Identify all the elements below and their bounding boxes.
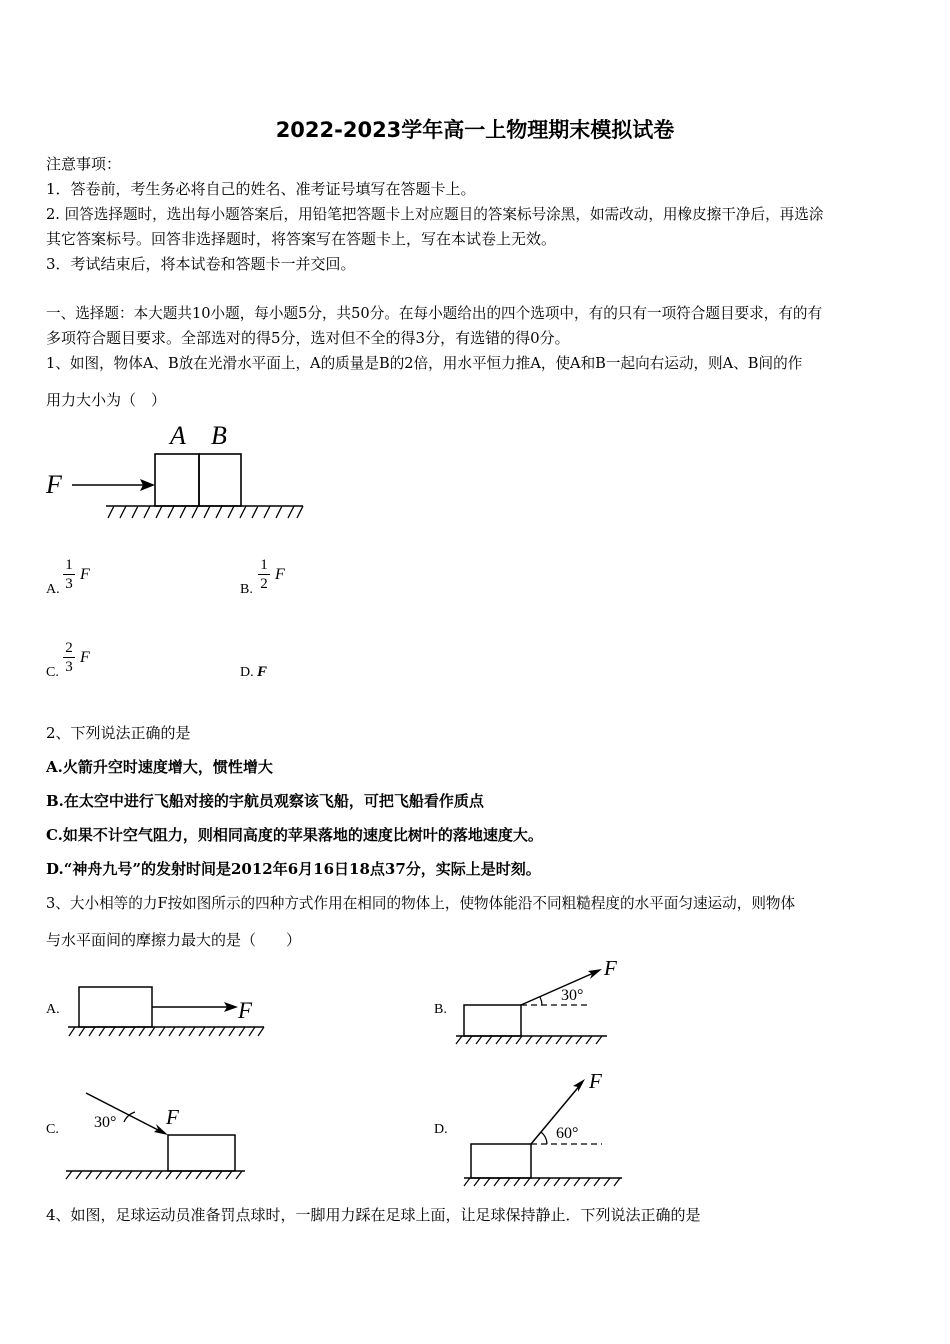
page-title: 2022-2023学年高一上物理期末模拟试卷 <box>275 118 675 142</box>
q1-option-b-fraction: 1 2 <box>258 556 270 593</box>
q3b-angle-label: 30° <box>561 987 584 1004</box>
q2-option-d: D.“神舟九号”的发射时间是2012年6月16日18点37分，实际上是时刻。 <box>46 860 541 878</box>
q3-option-a-label: A. <box>46 1002 60 1017</box>
q3a-force-label: F <box>238 998 253 1023</box>
q3c-ground-hatch <box>66 1171 242 1179</box>
q3d-angle-arc <box>541 1132 547 1144</box>
q1-option-b-var: F <box>275 566 285 583</box>
section1-intro: 一、选择题：本大题共10小题，每小题5分，共50分。在每小题给出的四个选项中，有的只有一项符合题目要求，有的有 <box>46 305 823 322</box>
notice-item-1: 1．答卷前，考生务必将自己的姓名、准考证号填写在答题卡上。 <box>46 180 476 198</box>
q1-block-a <box>155 454 199 506</box>
q1-option-a-fraction: 1 3 <box>63 556 75 593</box>
q1-label-a: A <box>170 421 186 450</box>
q1-force-label: F <box>46 470 62 499</box>
q3-option-c-label: C. <box>46 1122 59 1137</box>
q1-option-b-label: B. <box>240 582 253 597</box>
q3-option-b-label: B. <box>434 1002 447 1017</box>
q3-figure-d <box>460 1068 630 1188</box>
q3c-force-label: F <box>166 1105 179 1129</box>
q1-option-d-var: F <box>257 664 268 680</box>
q1-stem-cont: 用力大小为（ ） <box>46 391 167 409</box>
q3a-block <box>79 987 152 1027</box>
section1-intro-cont: 多项符合题目要求。全部选对的得5分，选对但不全的得3分，有选错的得0分。 <box>46 329 570 347</box>
notice-item-3: 3．考试结束后，将本试卷和答题卡一并交回。 <box>46 255 356 273</box>
q3c-block <box>168 1135 235 1171</box>
q2-option-c: C.如果不计空气阻力，则相同高度的苹果落地的速度比树叶的落地速度大。 <box>46 826 543 844</box>
q3b-force-label: F <box>604 956 617 980</box>
q3-stem: 3、大小相等的力F按如图所示的四种方式作用在相同的物体上，使物体能沿不同粗糙程度的水平面匀速运动，则物体 <box>46 895 796 912</box>
q2-option-a: A.火箭升空时速度增大，惯性增大 <box>46 758 273 776</box>
notice-heading: 注意事项： <box>46 155 122 173</box>
q1-option-a-var: F <box>80 566 90 583</box>
q1-stem: 1、如图，物体A、B放在光滑水平面上，A的质量是B的2倍，用水平恒力推A，使A和B一起向右运动，则A、B间的作 <box>46 355 803 372</box>
q1-block-b <box>199 454 241 506</box>
q1-option-a-label: A. <box>46 582 60 597</box>
q3d-arrowhead <box>573 1079 585 1092</box>
notice-item-2-cont: 其它答案标号。回答非选择题时，将答案写在答题卡上，写在本试卷上无效。 <box>46 230 557 248</box>
q3b-ground-hatch <box>456 1036 602 1044</box>
q3-figure-b <box>452 956 622 1045</box>
q1-option-d-label: D. <box>240 665 254 680</box>
q3-figure-c <box>62 1085 262 1180</box>
q1-option-c-fraction: 2 3 <box>63 639 75 676</box>
notice-item-2: 2. 回答选择题时，选出每小题答案后，用铅笔把答题卡上对应题目的答案标号涂黑，如需改动，用橡皮擦干净后，再选涂 <box>46 206 824 223</box>
q3-option-d-label: D. <box>434 1122 448 1137</box>
q2-option-b: B.在太空中进行飞船对接的宇航员观察该飞船，可把飞船看作质点 <box>46 792 484 810</box>
q2-stem: 2、下列说法正确的是 <box>46 724 191 742</box>
q4-stem: 4、如图，足球运动员准备罚点球时，一脚用力踩在足球上面，让足球保持静止．下列说法正确的是 <box>46 1206 701 1224</box>
q3d-ground-hatch <box>464 1178 620 1186</box>
q3c-angle-label: 30° <box>94 1114 117 1131</box>
q3-figure-a <box>66 983 276 1043</box>
q1-ground-hatch <box>108 506 303 518</box>
q1-option-c-var: F <box>80 649 90 666</box>
q1-figure <box>40 418 310 523</box>
q3d-angle-label: 60° <box>556 1125 579 1142</box>
q1-option-c-label: C. <box>46 665 59 680</box>
q3a-ground-hatch <box>69 1027 264 1036</box>
q1-label-b: B <box>211 421 227 450</box>
q3b-angle-arc <box>540 997 542 1005</box>
q3b-block <box>464 1005 521 1036</box>
q3d-block <box>471 1144 531 1178</box>
q3-stem-cont: 与水平面间的摩擦力最大的是（ ） <box>46 931 302 949</box>
q3d-force-label: F <box>589 1069 602 1093</box>
